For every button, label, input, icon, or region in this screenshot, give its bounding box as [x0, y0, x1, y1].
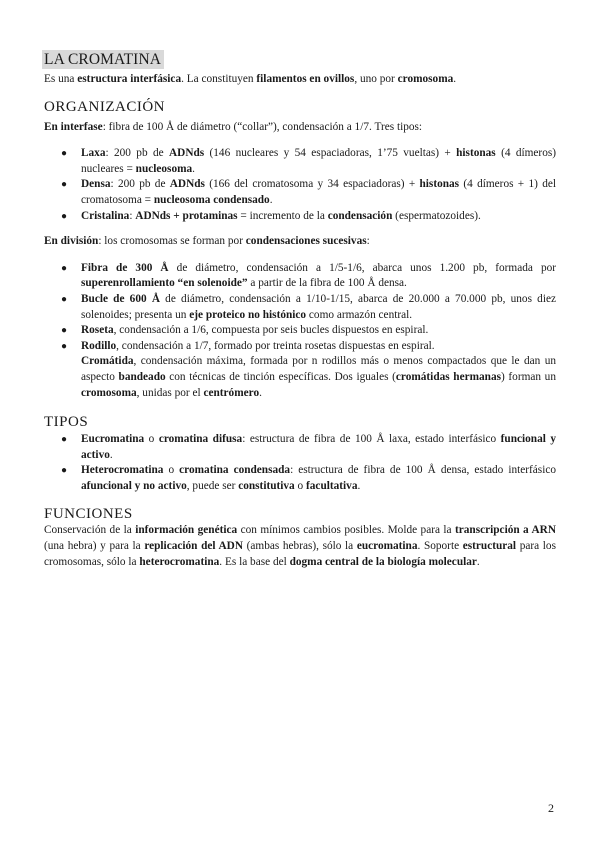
section-funciones — [44, 505, 556, 570]
division-list — [44, 261, 556, 401]
division-paragraph: En división: los cromosomas se forman por condensaciones sucesivas: — [44, 235, 370, 248]
tipos-list — [44, 432, 556, 494]
interfase-list — [44, 146, 556, 224]
page-title: LA CROMATINA — [42, 50, 164, 69]
intro-paragraph: Es una estructura interfásica. La constituyen filamentos en ovillos, uno por cromosoma. — [44, 73, 457, 85]
bullet-icon: ● — [61, 148, 68, 160]
list-item-bucle: ● Bucle de 600 Å de diámetro, condensación a 1/10-1/15, abarca de 20.000 a 70.000 pb, unos diez solenoides; presenta un eje proteico no histónico como armazón central. — [61, 292, 556, 321]
bullet-icon: ● — [61, 340, 68, 352]
list-item-roseta: ● Roseta, condensación a 1/6, compuesta por seis bucles dispuestos en espiral. — [44, 323, 556, 339]
bullet-icon: ● — [61, 465, 68, 477]
section-heading-organizacion: ORGANIZACIÓN — [44, 98, 165, 115]
section-heading-funciones: FUNCIONES — [44, 506, 133, 523]
page-number: 2 — [548, 801, 554, 815]
list-item-laxa: ● Laxa: 200 pb de ADNds (146 nucleares y 54 espaciadoras, 1’75 vueltas) + histonas (4 dímeros) nucleares = nucleosoma. — [61, 147, 557, 175]
bullet-icon: ● — [61, 434, 68, 446]
list-item-rodillo: ● Rodillo, condensación a 1/7, formado por treinta rosetas dispuestas en espiral. Cromátida, condensación máxima, formada por n rodillos más o menos compactados que le dan un aspecto bandeado con técnicas de tinción específicas. Dos iguales (cromátidas hermanas) forman un cromosoma, unidas por el centrómero. — [61, 339, 556, 399]
list-item-cristalina: ● Cristalina: ADNds + protaminas = incremento de la condensación (espermatozoides). — [44, 209, 556, 225]
section-heading-tipos: TIPOS — [44, 414, 89, 431]
bullet-icon: ● — [61, 325, 68, 337]
section-organizacion — [44, 98, 556, 402]
bullet-icon: ● — [61, 179, 68, 191]
bullet-icon: ● — [61, 210, 68, 222]
list-item-heterocromatina: ● Heterocromatina o cromatina condensada: estructura de fibra de 100 Å densa, estado interfásico afuncional y no activo, puede ser constitutiva o facultativa. — [61, 464, 556, 492]
document-page — [44, 50, 556, 580]
bullet-icon: ● — [61, 262, 68, 274]
list-item-fibra: ● Fibra de 300 Å de diámetro, condensación a 1/5-1/6, abarca unos 1.200 pb, formada por superenrollamiento “en solenoide” a partir de la fibra de 100 Å densa. — [61, 261, 557, 290]
list-item-eucromatina: ● Eucromatina o cromatina difusa: estructura de fibra de 100 Å laxa, estado interfásico funcional y activo. — [61, 433, 557, 461]
list-item-densa: ● Densa: 200 pb de ADNds (166 del cromatosoma y 34 espaciadoras) + histonas (4 dímeros + 1) del cromatosoma = nucleosoma condensado. — [61, 178, 556, 206]
section-tipos — [44, 413, 556, 494]
bullet-icon: ● — [61, 293, 68, 305]
interfase-paragraph: En interfase: fibra de 100 Å de diámetro (“collar”), condensación a 1/7. Tres tipos: — [44, 120, 423, 133]
funciones-paragraph: Conservación de la información genética con mínimos cambios posibles. Molde para la transcripción a ARN (una hebra) y para la replicación del ADN (ambas hebras), sólo la eucromatina. Soporte estructural para los cromosomas, sólo la heterocromatina. Es la base del dogma central de la biología molecular. — [44, 524, 556, 568]
